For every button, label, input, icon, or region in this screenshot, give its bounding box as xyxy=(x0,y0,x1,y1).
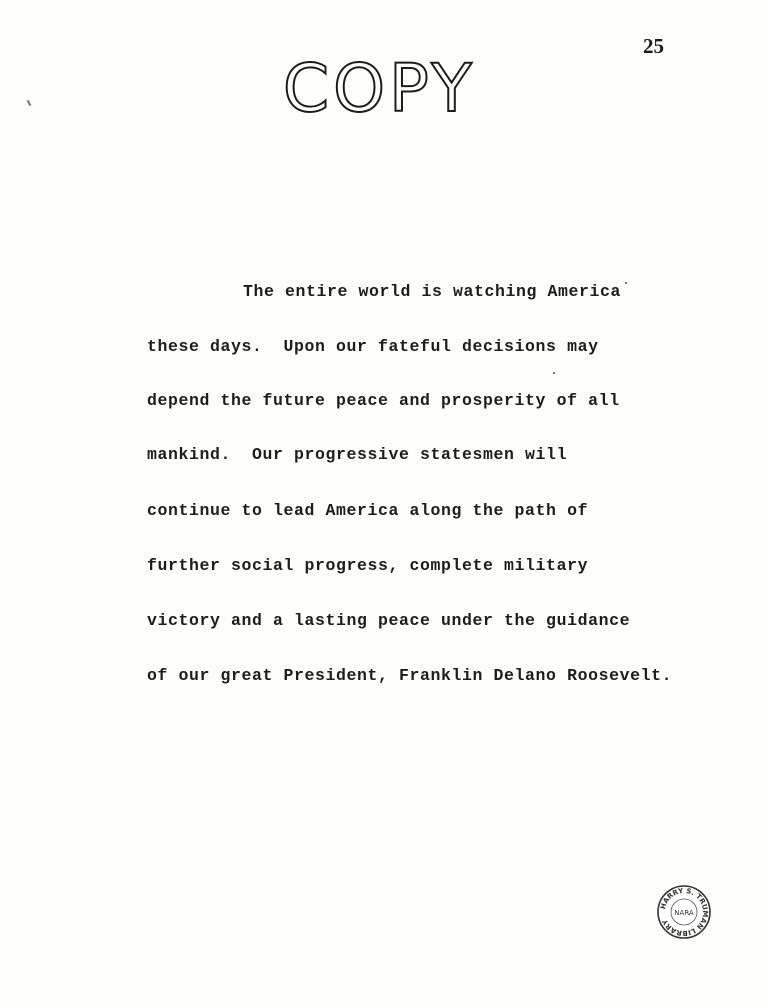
stamp-ring-text: HARRY S. TRUMAN LIBRARY xyxy=(659,886,710,938)
paper-speck xyxy=(625,282,627,284)
paper-speck xyxy=(553,372,555,374)
text-line: The entire world is watching America xyxy=(243,282,622,301)
text-line: depend the future peace and prosperity of all xyxy=(147,391,620,410)
copy-stamp: COPY xyxy=(283,50,476,127)
text-line: of our great President, Franklin Delano Roosevelt. xyxy=(147,666,673,685)
page-number: 25 xyxy=(643,34,664,58)
paper-speck xyxy=(27,100,32,106)
text-line: further social progress, complete military xyxy=(147,556,589,575)
text-line: victory and a lasting peace under the guidance xyxy=(147,611,631,630)
archive-stamp-icon xyxy=(656,884,712,940)
text-line: mankind. Our progressive statesmen will xyxy=(147,445,568,464)
text-line: continue to lead America along the path of xyxy=(147,501,589,520)
text-line: these days. Upon our fateful decisions may xyxy=(147,337,599,356)
stamp-center-text: NARA xyxy=(674,909,694,917)
